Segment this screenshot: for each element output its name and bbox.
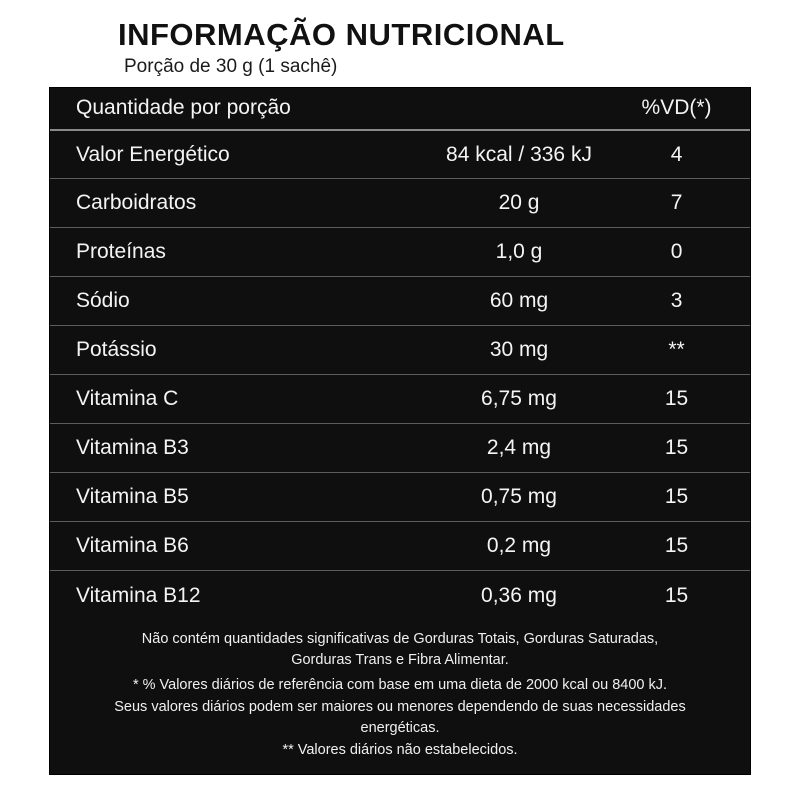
table-row [50,277,750,326]
nutrition-table-container [49,87,751,775]
nutrient-vd: 15 [621,424,750,473]
nutrient-name: Vitamina B5 [50,473,417,522]
table-header-row [50,88,750,130]
nutrient-value: 2,4 mg [417,424,621,473]
table-row [50,130,750,179]
nutrient-vd: 15 [621,473,750,522]
serving-size-text: Porção de 30 g (1 sachê) [124,56,338,78]
nutrient-vd: 15 [621,522,750,571]
nutrient-vd: 3 [621,277,750,326]
nutrient-value: 6,75 mg [417,375,621,424]
footnote-line: * % Valores diários de referência com base em uma dieta de 2000 kcal ou 8400 kJ. [132,677,668,694]
table-row [50,571,750,620]
footnote-line: Não contém quantidades significativas de Gorduras Totais, Gorduras Saturadas, [141,630,659,647]
nutrient-name: Vitamina B12 [50,571,417,620]
footnotes-block [50,620,750,774]
nutrient-name: Vitamina C [50,375,417,424]
table-row [50,326,750,375]
nutrient-name: Potássio [50,326,417,375]
table-row [50,424,750,473]
header-quantity-label: Quantidade por porção [76,96,291,120]
header-value-label [417,88,621,130]
nutrient-value: 84 kcal / 336 kJ [417,130,621,179]
footnote-line: energéticas. [360,720,440,737]
nutrient-vd: 0 [621,228,750,277]
nutrient-value: 0,75 mg [417,473,621,522]
nutrient-value: 1,0 g [417,228,621,277]
nutrient-vd: 4 [621,130,750,179]
nutrient-name: Vitamina B6 [50,522,417,571]
nutrient-name: Sódio [50,277,417,326]
nutrient-value: 30 mg [417,326,621,375]
nutrient-name: Proteínas [50,228,417,277]
nutrient-vd: 15 [621,375,750,424]
nutrition-table [50,88,750,620]
page-title: INFORMAÇÃO NUTRICIONAL [118,17,565,52]
nutrient-value: 0,2 mg [417,522,621,571]
table-row [50,375,750,424]
nutrient-value: 0,36 mg [417,571,621,620]
nutrient-value: 60 mg [417,277,621,326]
nutrient-name: Vitamina B3 [50,424,417,473]
nutrient-vd: 7 [621,179,750,228]
footnote-line: ** Valores diários não estabelecidos. [282,741,518,758]
header-vd-label: %VD(*) [641,96,712,120]
nutrient-vd: 15 [621,571,750,620]
footnote-line: Seus valores diários podem ser maiores ou menores dependendo de suas necessidades [114,698,686,715]
table-row [50,473,750,522]
table-row [50,522,750,571]
nutrition-table-body [50,88,750,620]
table-row [50,228,750,277]
nutrient-vd: ** [621,326,750,375]
table-row [50,179,750,228]
nutrient-value: 20 g [417,179,621,228]
nutrient-name: Valor Energético [50,130,417,179]
footnote-line: Gorduras Trans e Fibra Alimentar. [291,652,509,669]
nutrient-name: Carboidratos [50,179,417,228]
